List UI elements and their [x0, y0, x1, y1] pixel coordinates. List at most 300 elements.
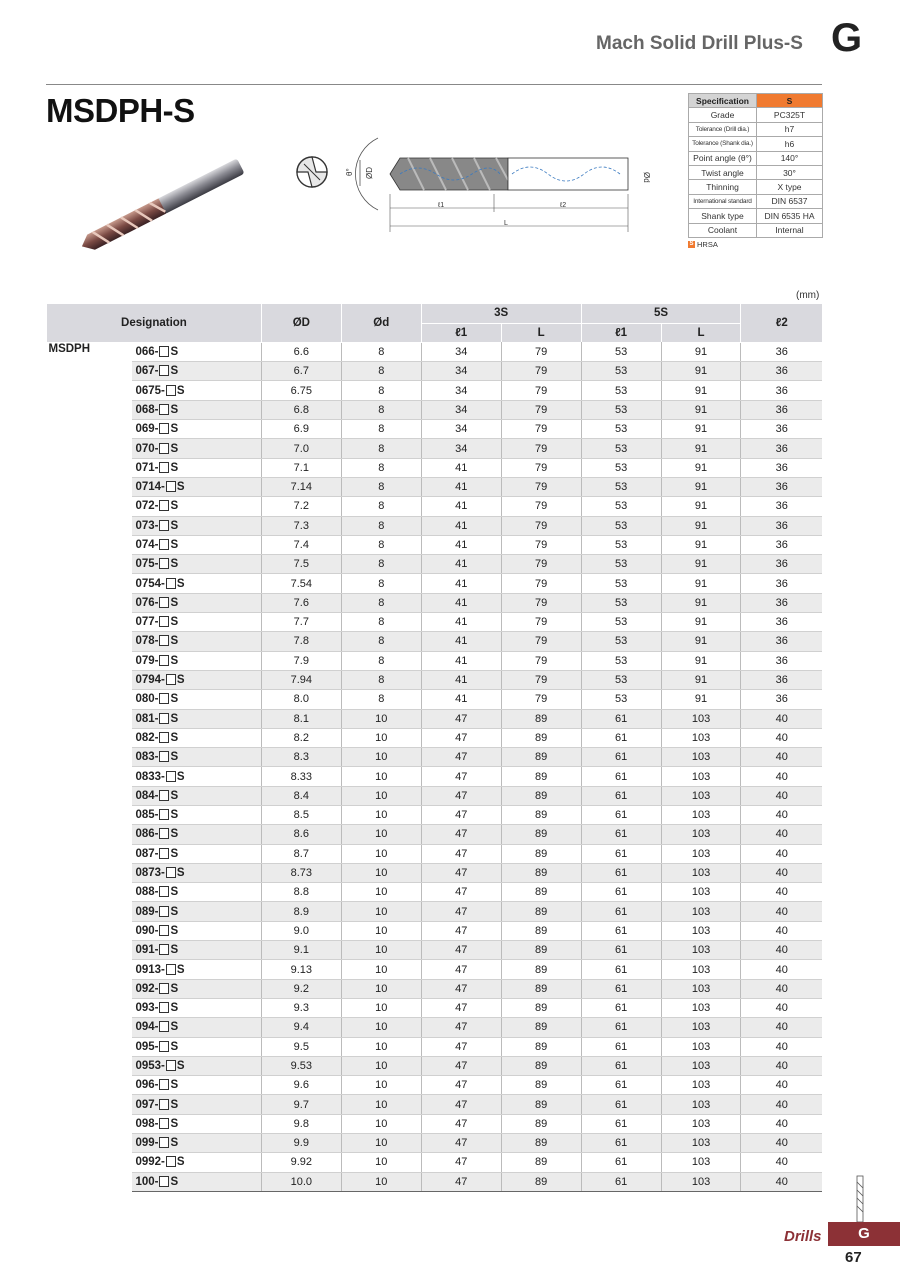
legend-text: HRSA: [697, 240, 718, 249]
L-5S-cell: 103: [661, 728, 741, 747]
designation-code: 085-: [135, 809, 159, 822]
dia-d-cell: 8: [341, 439, 421, 458]
l1-5S-cell: 53: [581, 420, 661, 439]
designation-code: 066-: [135, 346, 159, 359]
L-3S-cell: 89: [501, 709, 581, 728]
spec-row: [689, 194, 823, 208]
designation-suffix: S: [176, 481, 185, 494]
shank-d-label: Ød: [642, 172, 651, 183]
designation-code: 092-: [135, 982, 159, 995]
designation-code: 0794-: [135, 674, 165, 687]
dia-d-cell: 10: [341, 767, 421, 786]
designation-code: 096-: [135, 1079, 159, 1092]
designation-cell: [132, 555, 261, 574]
L-5S-cell: 103: [661, 1153, 741, 1172]
dia-D-cell: 6.8: [261, 400, 341, 419]
L-3S-cell: 89: [501, 1153, 581, 1172]
spec-value: h7: [757, 122, 823, 136]
l1-5S-cell: 61: [581, 709, 661, 728]
dia-d-cell: 8: [341, 381, 421, 400]
l1-3S-cell: 41: [421, 555, 501, 574]
designation-suffix: S: [170, 346, 179, 359]
placeholder-box-icon: [166, 1156, 176, 1167]
dimension-table: [46, 304, 822, 1192]
L-3S-cell: 79: [501, 477, 581, 496]
designation-suffix: S: [170, 944, 179, 957]
l1-5S-cell: 53: [581, 400, 661, 419]
designation-cell: [132, 960, 261, 979]
L-5S-cell: 91: [661, 574, 741, 593]
L-5S-cell: 103: [661, 1134, 741, 1153]
table-row: [47, 439, 823, 458]
dia-d-cell: 10: [341, 902, 421, 921]
l1-5S-cell: 61: [581, 1037, 661, 1056]
designation-cell: [132, 535, 261, 554]
designation-suffix: S: [176, 384, 185, 397]
dia-D-cell: 8.1: [261, 709, 341, 728]
spec-row: [689, 108, 823, 122]
l1-3S-cell: 47: [421, 1095, 501, 1114]
dia-d-cell: 8: [341, 497, 421, 516]
L-5S-cell: 91: [661, 632, 741, 651]
model-title: MSDPH-S: [46, 92, 195, 129]
l2-cell: 40: [741, 806, 822, 825]
l2-cell: 40: [741, 883, 822, 902]
l1-3S-cell: 47: [421, 863, 501, 882]
designation-suffix: S: [170, 616, 179, 629]
l1-3S-cell: 41: [421, 613, 501, 632]
l1-3S-cell: 34: [421, 381, 501, 400]
designation-suffix: S: [170, 693, 179, 706]
table-row: [47, 728, 823, 747]
designation-code: 088-: [135, 886, 159, 899]
spec-value: PC325T: [757, 108, 823, 122]
l1-5S-cell: 61: [581, 844, 661, 863]
table-row: [47, 979, 823, 998]
l1-3S-cell: 47: [421, 979, 501, 998]
dia-d-cell: 10: [341, 921, 421, 940]
designation-cell: [132, 863, 261, 882]
l2-cell: 40: [741, 1095, 822, 1114]
table-row: [47, 670, 823, 689]
designation-code: 0953-: [135, 1060, 165, 1072]
dia-D-cell: 10.0: [261, 1172, 341, 1191]
spec-key: Thinning: [689, 180, 757, 194]
table-row: [47, 806, 823, 825]
header-5S: 5S: [581, 304, 741, 323]
l1-5S-cell: 61: [581, 863, 661, 882]
designation-suffix: S: [170, 712, 179, 725]
dia-D-cell: 8.0: [261, 690, 341, 709]
designation-suffix: S: [170, 751, 179, 764]
spec-row: [689, 137, 823, 151]
table-row: [47, 1056, 823, 1075]
header-3S-l1: ℓ1: [421, 323, 501, 342]
l2-cell: 36: [741, 670, 822, 689]
placeholder-box-icon: [159, 1176, 169, 1187]
header-3S-L: L: [501, 323, 581, 342]
designation-cell: [132, 670, 261, 689]
spec-row: [689, 122, 823, 136]
designation-cell: [132, 1153, 261, 1172]
L-5S-cell: 103: [661, 863, 741, 882]
table-row: [47, 555, 823, 574]
l2-cell: 40: [741, 921, 822, 940]
dia-d-cell: 10: [341, 979, 421, 998]
designation-suffix: S: [176, 770, 185, 783]
designation-code: 081-: [135, 712, 159, 725]
l2-cell: 36: [741, 400, 822, 419]
designation-suffix: S: [176, 577, 185, 590]
dia-d-cell: 10: [341, 1076, 421, 1095]
designation-cell: [132, 825, 261, 844]
spec-header-value: S: [757, 94, 823, 108]
l1-5S-cell: 53: [581, 458, 661, 477]
designation-code: 099-: [135, 1137, 159, 1150]
l1-3S-cell: 34: [421, 400, 501, 419]
l2-cell: 36: [741, 613, 822, 632]
l1-3S-cell: 41: [421, 690, 501, 709]
designation-suffix: S: [170, 789, 179, 802]
placeholder-box-icon: [159, 346, 169, 357]
dia-d-cell: 10: [341, 748, 421, 767]
l1-5S-cell: 53: [581, 555, 661, 574]
spec-key: Coolant: [689, 223, 757, 237]
designation-code: 084-: [135, 789, 159, 802]
designation-code: 082-: [135, 731, 159, 744]
dia-D-cell: 8.73: [261, 863, 341, 882]
L-3S-cell: 89: [501, 1018, 581, 1037]
l2-cell: 40: [741, 709, 822, 728]
designation-cell: [132, 1172, 261, 1191]
l2-cell: 40: [741, 960, 822, 979]
L-5S-cell: 103: [661, 1056, 741, 1075]
placeholder-box-icon: [159, 925, 169, 936]
l1-3S-cell: 47: [421, 844, 501, 863]
dia-d-cell: 10: [341, 1114, 421, 1133]
designation-code: 071-: [135, 461, 159, 474]
dia-D-cell: 9.4: [261, 1018, 341, 1037]
designation-suffix: S: [170, 1079, 179, 1092]
placeholder-box-icon: [166, 1060, 176, 1071]
designation-cell: [132, 883, 261, 902]
l1-5S-cell: 53: [581, 574, 661, 593]
dimension-diagram: [338, 136, 651, 236]
designation-suffix: S: [170, 982, 179, 995]
l2-cell: 36: [741, 651, 822, 670]
spec-value: DIN 6535 HA: [757, 209, 823, 223]
placeholder-box-icon: [159, 404, 169, 415]
table-row: [47, 1153, 823, 1172]
footer-section-tab[interactable]: G: [828, 1222, 900, 1246]
l1-5S-cell: 53: [581, 593, 661, 612]
L-3S-cell: 79: [501, 690, 581, 709]
L-5S-cell: 91: [661, 458, 741, 477]
dia-D-cell: 8.6: [261, 825, 341, 844]
l2-cell: 40: [741, 1018, 822, 1037]
l2-cell: 36: [741, 593, 822, 612]
L-5S-cell: 91: [661, 342, 741, 361]
theta-label: θ°: [345, 168, 354, 176]
L-3S-cell: 89: [501, 863, 581, 882]
dia-d-cell: 8: [341, 555, 421, 574]
dia-D-cell: 9.92: [261, 1153, 341, 1172]
placeholder-box-icon: [159, 809, 169, 820]
L-3S-cell: 89: [501, 902, 581, 921]
L-5S-cell: 91: [661, 593, 741, 612]
designation-code: 0675-: [135, 384, 165, 397]
designation-suffix: S: [170, 365, 179, 378]
dia-D-cell: 8.7: [261, 844, 341, 863]
spec-key: Grade: [689, 108, 757, 122]
placeholder-box-icon: [159, 616, 169, 627]
dia-d-cell: 8: [341, 362, 421, 381]
l2-cell: 36: [741, 516, 822, 535]
L-5S-cell: 91: [661, 555, 741, 574]
l1-5S-cell: 53: [581, 535, 661, 554]
l2-cell: 40: [741, 979, 822, 998]
table-row: [47, 516, 823, 535]
L-5S-cell: 103: [661, 767, 741, 786]
table-row: [47, 883, 823, 902]
L-3S-cell: 89: [501, 1114, 581, 1133]
designation-cell: [132, 439, 261, 458]
l1-5S-cell: 53: [581, 613, 661, 632]
L-5S-cell: 103: [661, 960, 741, 979]
l1-3S-cell: 41: [421, 535, 501, 554]
l1-5S-cell: 53: [581, 632, 661, 651]
designation-suffix: S: [170, 847, 179, 860]
placeholder-box-icon: [159, 1041, 169, 1052]
L-5S-cell: 103: [661, 998, 741, 1017]
L-3S-cell: 89: [501, 1172, 581, 1191]
placeholder-box-icon: [166, 385, 176, 396]
dia-d-cell: 10: [341, 1037, 421, 1056]
dia-D-cell: 9.6: [261, 1076, 341, 1095]
dia-D-cell: 7.0: [261, 439, 341, 458]
designation-code: 067-: [135, 365, 159, 378]
table-row: [47, 748, 823, 767]
spec-key: Shank type: [689, 209, 757, 223]
l1-3S-cell: 47: [421, 921, 501, 940]
designation-cell: [132, 593, 261, 612]
designation-cell: [132, 400, 261, 419]
designation-cell: [132, 1134, 261, 1153]
l1-5S-cell: 61: [581, 1018, 661, 1037]
designation-suffix: S: [170, 635, 179, 648]
designation-code: 098-: [135, 1117, 159, 1130]
dia-d-cell: 10: [341, 1134, 421, 1153]
L-5S-cell: 103: [661, 1037, 741, 1056]
header-l2: ℓ2: [741, 304, 822, 342]
L-3S-cell: 89: [501, 979, 581, 998]
l2-cell: 36: [741, 439, 822, 458]
l1-5S-cell: 53: [581, 690, 661, 709]
table-row: [47, 632, 823, 651]
designation-code: 094-: [135, 1021, 159, 1034]
spec-row: [689, 151, 823, 165]
l1-3S-cell: 41: [421, 574, 501, 593]
designation-suffix: S: [170, 1175, 179, 1188]
l2-cell: 36: [741, 477, 822, 496]
l1-3S-cell: 47: [421, 806, 501, 825]
l2-cell: 40: [741, 786, 822, 805]
L-3S-cell: 89: [501, 960, 581, 979]
L-3S-cell: 89: [501, 1037, 581, 1056]
designation-cell: [132, 632, 261, 651]
L-3S-cell: 89: [501, 1076, 581, 1095]
designation-code: 0913-: [135, 963, 165, 976]
dia-D-cell: 9.7: [261, 1095, 341, 1114]
l1-5S-cell: 61: [581, 1172, 661, 1191]
footer-category: Drills: [784, 1228, 822, 1245]
table-row: [47, 1037, 823, 1056]
l1-5S-cell: 61: [581, 786, 661, 805]
designation-suffix: S: [170, 403, 179, 416]
designation-code: 077-: [135, 616, 159, 629]
L-3S-cell: 89: [501, 941, 581, 960]
spec-key: Point angle (θ°): [689, 151, 757, 165]
table-row: [47, 497, 823, 516]
l1-5S-cell: 53: [581, 381, 661, 400]
dia-D-cell: 7.54: [261, 574, 341, 593]
table-row: [47, 998, 823, 1017]
dia-d-cell: 8: [341, 593, 421, 612]
designation-code: 087-: [135, 847, 159, 860]
placeholder-box-icon: [159, 1021, 169, 1032]
placeholder-box-icon: [159, 423, 169, 434]
l1-5S-cell: 61: [581, 1134, 661, 1153]
designation-suffix: S: [176, 867, 185, 880]
header-5S-l1: ℓ1: [581, 323, 661, 342]
L-5S-cell: 103: [661, 1095, 741, 1114]
designation-suffix: S: [170, 596, 179, 609]
dia-d-cell: 8: [341, 477, 421, 496]
L-5S-cell: 91: [661, 362, 741, 381]
l1-5S-cell: 61: [581, 1114, 661, 1133]
placeholder-box-icon: [159, 944, 169, 955]
placeholder-box-icon: [166, 964, 176, 975]
l2-label: ℓ2: [560, 202, 567, 209]
dia-D-cell: 7.1: [261, 458, 341, 477]
designation-code: 100-: [135, 1175, 159, 1188]
designation-cell: [132, 690, 261, 709]
L-3S-cell: 79: [501, 535, 581, 554]
L-5S-cell: 103: [661, 1172, 741, 1191]
designation-suffix: S: [170, 423, 179, 436]
l1-5S-cell: 61: [581, 806, 661, 825]
l1-5S-cell: 53: [581, 362, 661, 381]
spec-value: DIN 6537: [757, 194, 823, 208]
designation-suffix: S: [176, 1060, 185, 1072]
placeholder-box-icon: [159, 443, 169, 454]
dia-d-cell: 10: [341, 806, 421, 825]
L-5S-cell: 91: [661, 535, 741, 554]
l2-cell: 40: [741, 998, 822, 1017]
l2-cell: 36: [741, 690, 822, 709]
designation-code: 070-: [135, 442, 159, 455]
l1-5S-cell: 61: [581, 902, 661, 921]
table-row: [47, 767, 823, 786]
dia-d-cell: 10: [341, 825, 421, 844]
designation-cell: [132, 477, 261, 496]
l2-cell: 40: [741, 1153, 822, 1172]
placeholder-box-icon: [159, 365, 169, 376]
l2-cell: 40: [741, 767, 822, 786]
designation-suffix: S: [170, 538, 179, 551]
l1-5S-cell: 53: [581, 439, 661, 458]
L-5S-cell: 103: [661, 806, 741, 825]
designation-code: 073-: [135, 519, 159, 532]
L-3S-cell: 79: [501, 420, 581, 439]
dia-D-cell: 6.9: [261, 420, 341, 439]
dia-D-cell: 7.4: [261, 535, 341, 554]
designation-code: 093-: [135, 1002, 159, 1015]
l2-cell: 36: [741, 342, 822, 361]
spec-value: h6: [757, 137, 823, 151]
spec-row: [689, 180, 823, 194]
L-3S-cell: 79: [501, 400, 581, 419]
dia-D-cell: 9.9: [261, 1134, 341, 1153]
header-designation: Designation: [47, 304, 262, 342]
L-3S-cell: 79: [501, 362, 581, 381]
designation-cell: [132, 1114, 261, 1133]
l1-3S-cell: 34: [421, 420, 501, 439]
designation-code: 076-: [135, 596, 159, 609]
table-row: [47, 941, 823, 960]
l1-5S-cell: 61: [581, 1076, 661, 1095]
designation-suffix: S: [170, 905, 179, 918]
drill-strip-icon: [852, 1176, 868, 1224]
L-5S-cell: 103: [661, 844, 741, 863]
designation-cell: [132, 420, 261, 439]
table-row: [47, 1134, 823, 1153]
dia-D-cell: 9.13: [261, 960, 341, 979]
table-row: [47, 458, 823, 477]
spec-key: Twist angle: [689, 165, 757, 179]
l1-5S-cell: 61: [581, 1153, 661, 1172]
dia-d-cell: 10: [341, 1172, 421, 1191]
l1-3S-cell: 47: [421, 902, 501, 921]
table-row: [47, 613, 823, 632]
dia-D-cell: 8.33: [261, 767, 341, 786]
table-row: [47, 960, 823, 979]
l1-3S-cell: 47: [421, 1018, 501, 1037]
dia-d-cell: 10: [341, 1056, 421, 1075]
table-row: [47, 535, 823, 554]
header-5S-L: L: [661, 323, 741, 342]
l1-5S-cell: 61: [581, 1095, 661, 1114]
dia-D-cell: 8.2: [261, 728, 341, 747]
dia-d-cell: 10: [341, 1018, 421, 1037]
placeholder-box-icon: [159, 1002, 169, 1013]
l1-5S-cell: 61: [581, 998, 661, 1017]
table-row: [47, 863, 823, 882]
designation-cell: [132, 1037, 261, 1056]
designation-cell: [132, 941, 261, 960]
table-row: [47, 342, 823, 361]
dia-d-cell: 8: [341, 690, 421, 709]
series-name: MSDPH: [48, 342, 91, 355]
dia-d-cell: 8: [341, 400, 421, 419]
L-3S-cell: 89: [501, 728, 581, 747]
table-row: [47, 362, 823, 381]
table-row: [47, 1114, 823, 1133]
L-3S-cell: 79: [501, 613, 581, 632]
dia-D-cell: 6.7: [261, 362, 341, 381]
l1-5S-cell: 61: [581, 883, 661, 902]
l1-3S-cell: 34: [421, 362, 501, 381]
